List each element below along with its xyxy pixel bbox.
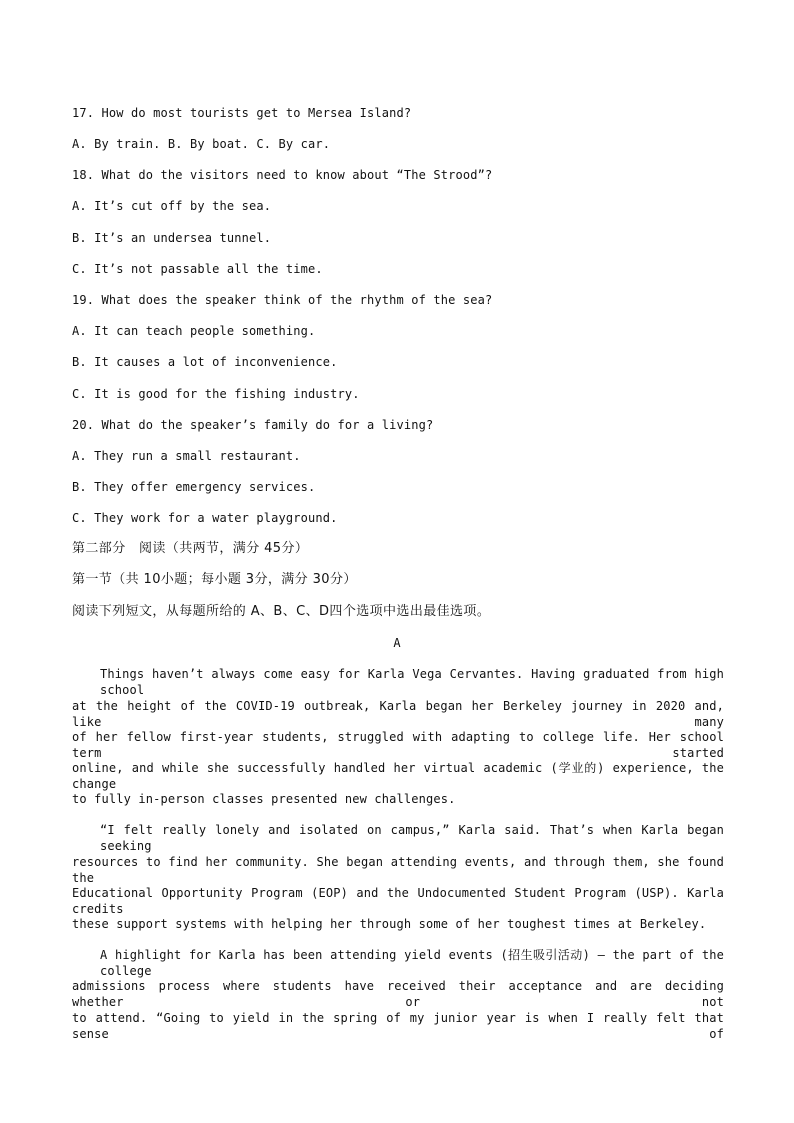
- question-19-option-a: A. It can teach people something.: [72, 324, 316, 338]
- question-18-option-a: A. It’s cut off by the sea.: [72, 199, 272, 213]
- passage-line: to attend. “Going to yield in the spring of my junior year is when I really felt that sense of: [72, 1011, 724, 1041]
- question-17-options: A. By train. B. By boat. C. By car.: [72, 137, 331, 151]
- passage-line: Educational Opportunity Program (EOP) and the Undocumented Student Program (USP). Karla credits: [72, 886, 724, 916]
- passage-line: resources to find her community. She began attending events, and through them, she found the: [72, 855, 724, 885]
- question-18-option-b: B. It’s an undersea tunnel.: [72, 231, 272, 245]
- part-two-heading: 第二部分 阅读（共两节，满分 45分）: [72, 541, 309, 556]
- passage-label: A: [393, 636, 401, 650]
- passage-line: to fully in-person classes presented new challenges.: [72, 792, 456, 806]
- question-20-stem: 20. What do the speaker’s family do for a living?: [72, 418, 434, 432]
- passage-line: A highlight for Karla has been attending yield events (招生吸引活动) — the part of the college: [100, 948, 724, 978]
- question-18-stem: 18. What do the visitors need to know about “The Strood”?: [72, 168, 493, 182]
- passage-line: these support systems with helping her through some of her toughest times at Berkeley.: [72, 917, 707, 931]
- question-19-stem: 19. What does the speaker think of the rhythm of the sea?: [72, 293, 493, 307]
- passage-line: admissions process where students have received their acceptance and are deciding whether or not: [72, 979, 724, 1009]
- question-19-option-b: B. It causes a lot of inconvenience.: [72, 355, 338, 369]
- passage-line: of her fellow first-year students, struggled with adapting to college life. Her school term started: [72, 730, 724, 760]
- question-19-option-c: C. It is good for the fishing industry.: [72, 387, 360, 401]
- question-17-stem: 17. How do most tourists get to Mersea Island?: [72, 106, 412, 120]
- reading-instruction: 阅读下列短文，从每题所给的 A、B、C、D四个选项中选出最佳选项。: [72, 604, 491, 619]
- passage-line: online, and while she successfully handled her virtual academic (学业的) experience, the change: [72, 761, 724, 791]
- question-20-option-a: A. They run a small restaurant.: [72, 449, 301, 463]
- passage-line: at the height of the COVID-19 outbreak, Karla began her Berkeley journey in 2020 and, like many: [72, 699, 724, 729]
- question-20-option-c: C. They work for a water playground.: [72, 511, 338, 525]
- section-one-heading: 第一节（共 10小题；每小题 3分，满分 30分）: [72, 572, 357, 587]
- passage-line: “I felt really lonely and isolated on campus,” Karla said. That’s when Karla began seeking: [100, 823, 724, 853]
- question-20-option-b: B. They offer emergency services.: [72, 480, 316, 494]
- passage-line: Things haven’t always come easy for Karla Vega Cervantes. Having graduated from high school: [100, 667, 724, 697]
- question-18-option-c: C. It’s not passable all the time.: [72, 262, 323, 276]
